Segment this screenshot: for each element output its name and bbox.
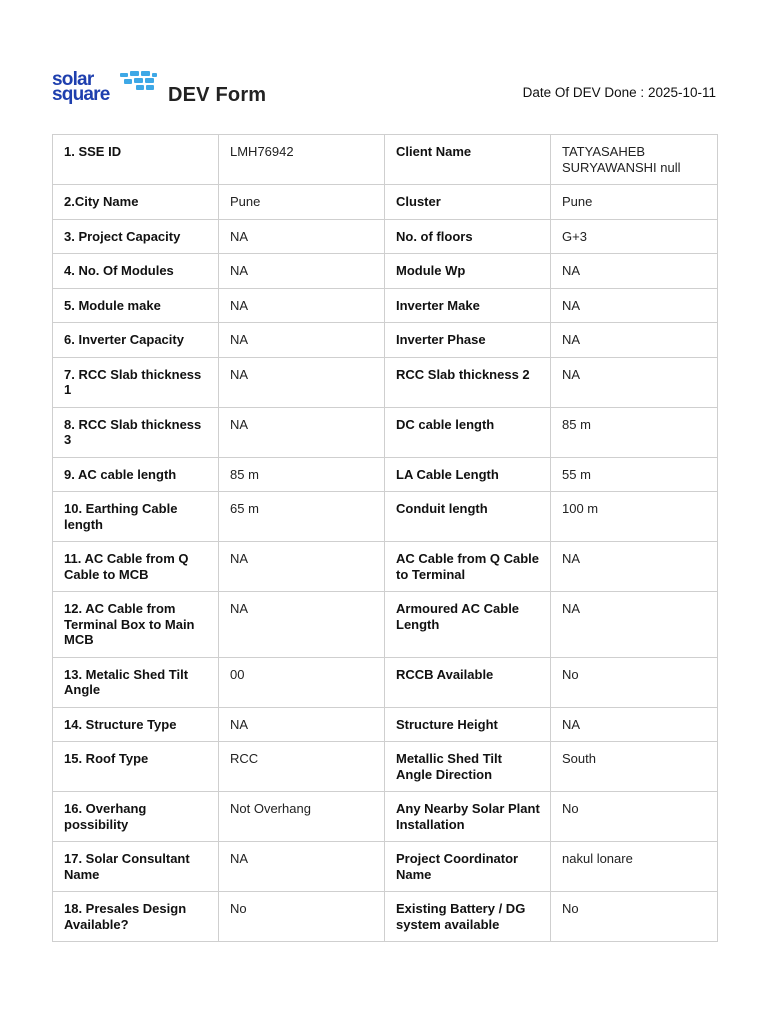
field-value: NA <box>551 707 718 742</box>
field-value: 55 m <box>551 457 718 492</box>
table-row <box>53 657 718 707</box>
dev-form-body <box>53 135 718 942</box>
field-value: NA <box>219 219 385 254</box>
field-label: Inverter Phase <box>385 323 551 358</box>
table-row <box>53 254 718 289</box>
table-row <box>53 323 718 358</box>
table-row <box>53 407 718 457</box>
field-value: No <box>551 892 718 942</box>
field-label: 15. Roof Type <box>53 742 219 792</box>
table-row <box>53 742 718 792</box>
dev-date-label: Date Of DEV Done : <box>522 85 648 100</box>
field-value: NA <box>551 542 718 592</box>
field-label: 6. Inverter Capacity <box>53 323 219 358</box>
field-value: NA <box>551 288 718 323</box>
field-value: NA <box>551 592 718 658</box>
field-label: DC cable length <box>385 407 551 457</box>
field-value: G+3 <box>551 219 718 254</box>
field-value: TATYASAHEB SURYAWANSHI null <box>551 135 718 185</box>
field-value: NA <box>219 592 385 658</box>
field-value: 85 m <box>551 407 718 457</box>
field-label: 10. Earthing Cable length <box>53 492 219 542</box>
field-label: Module Wp <box>385 254 551 289</box>
field-label: Existing Battery / DG system available <box>385 892 551 942</box>
page-header <box>52 70 716 112</box>
table-row <box>53 135 718 185</box>
solar-panel-icon <box>112 71 158 95</box>
field-label: 16. Overhang possibility <box>53 792 219 842</box>
table-row <box>53 288 718 323</box>
field-label: Inverter Make <box>385 288 551 323</box>
field-value: NA <box>551 254 718 289</box>
field-label: 4. No. Of Modules <box>53 254 219 289</box>
table-row <box>53 457 718 492</box>
field-label: Armoured AC Cable Length <box>385 592 551 658</box>
solarsquare-logo <box>52 71 158 111</box>
field-value: Pune <box>551 185 718 220</box>
field-value: Not Overhang <box>219 792 385 842</box>
field-label: Conduit length <box>385 492 551 542</box>
field-value: No <box>551 657 718 707</box>
field-label: Cluster <box>385 185 551 220</box>
table-row <box>53 357 718 407</box>
field-value: NA <box>219 542 385 592</box>
field-label: Any Nearby Solar Plant Installation <box>385 792 551 842</box>
field-value: 65 m <box>219 492 385 542</box>
field-value: nakul lonare <box>551 842 718 892</box>
page-title: DEV Form <box>168 84 267 106</box>
field-value: NA <box>219 407 385 457</box>
field-value: 85 m <box>219 457 385 492</box>
field-label: 5. Module make <box>53 288 219 323</box>
dev-date <box>523 85 716 100</box>
field-value: NA <box>551 323 718 358</box>
field-label: No. of floors <box>385 219 551 254</box>
dev-form-table <box>52 134 718 942</box>
field-label: 14. Structure Type <box>53 707 219 742</box>
field-label: RCC Slab thickness 2 <box>385 357 551 407</box>
field-value: NA <box>219 254 385 289</box>
table-row <box>53 842 718 892</box>
field-value: No <box>551 792 718 842</box>
field-label: Metallic Shed Tilt Angle Direction <box>385 742 551 792</box>
field-label: RCCB Available <box>385 657 551 707</box>
logo-wordmark: solar square <box>52 69 110 105</box>
field-value: 00 <box>219 657 385 707</box>
field-value: NA <box>219 323 385 358</box>
field-value: NA <box>551 357 718 407</box>
field-label: 18. Presales Design Available? <box>53 892 219 942</box>
field-label: Project Coordinator Name <box>385 842 551 892</box>
field-value: NA <box>219 707 385 742</box>
table-row <box>53 185 718 220</box>
dev-date-value: 2025-10-11 <box>647 85 716 100</box>
field-label: 2.City Name <box>53 185 219 220</box>
table-row <box>53 892 718 942</box>
field-value: No <box>219 892 385 942</box>
field-value: RCC <box>219 742 385 792</box>
table-row <box>53 542 718 592</box>
field-label: 11. AC Cable from Q Cable to MCB <box>53 542 219 592</box>
table-row <box>53 219 718 254</box>
field-value: LMH76942 <box>219 135 385 185</box>
field-value: South <box>551 742 718 792</box>
field-value: NA <box>219 357 385 407</box>
table-row <box>53 707 718 742</box>
table-row <box>53 792 718 842</box>
field-label: AC Cable from Q Cable to Terminal <box>385 542 551 592</box>
field-label: 7. RCC Slab thickness 1 <box>53 357 219 407</box>
field-label: 1. SSE ID <box>53 135 219 185</box>
field-label: Client Name <box>385 135 551 185</box>
field-label: 8. RCC Slab thickness 3 <box>53 407 219 457</box>
field-label: 12. AC Cable from Terminal Box to Main MCB <box>53 592 219 658</box>
field-label: LA Cable Length <box>385 457 551 492</box>
field-label: 17. Solar Consultant Name <box>53 842 219 892</box>
field-label: 13. Metalic Shed Tilt Angle <box>53 657 219 707</box>
field-value: 100 m <box>551 492 718 542</box>
field-value: NA <box>219 842 385 892</box>
field-value: Pune <box>219 185 385 220</box>
table-row <box>53 492 718 542</box>
table-row <box>53 592 718 658</box>
field-label: Structure Height <box>385 707 551 742</box>
field-label: 9. AC cable length <box>53 457 219 492</box>
field-label: 3. Project Capacity <box>53 219 219 254</box>
field-value: NA <box>219 288 385 323</box>
